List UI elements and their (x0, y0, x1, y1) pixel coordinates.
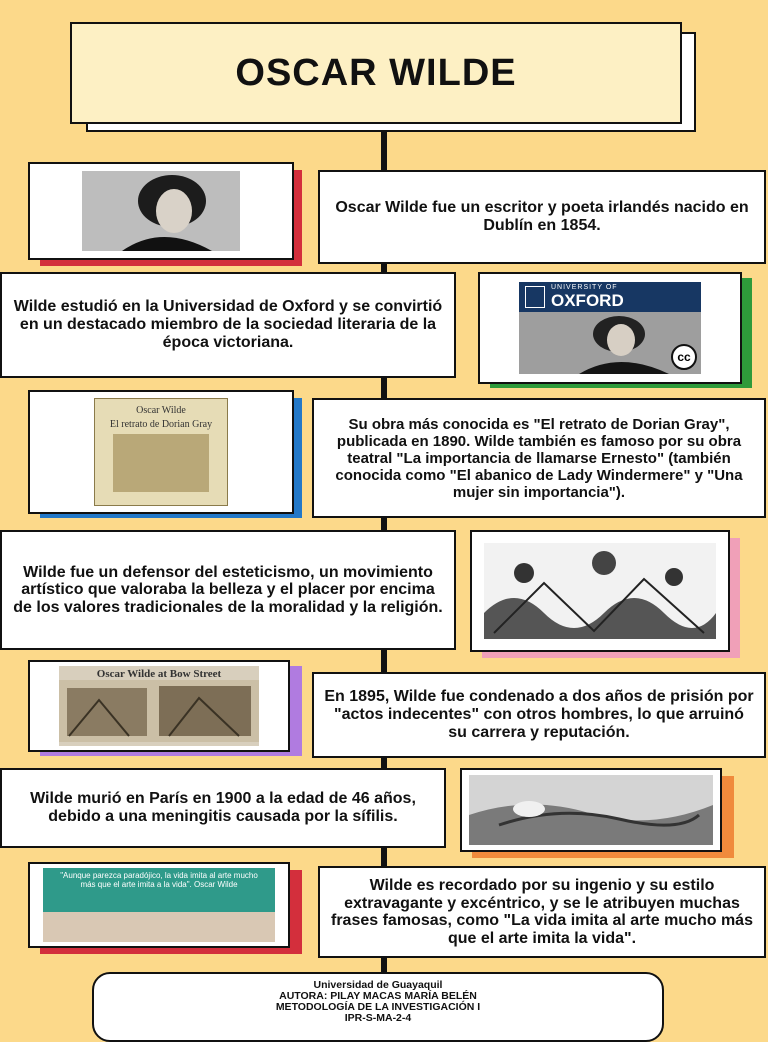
book-cover (94, 398, 228, 506)
book-author: Oscar Wilde (136, 405, 186, 416)
deathbed-photo (469, 775, 713, 845)
bow-street-illustration (59, 666, 259, 746)
book-title: El retrato de Dorian Gray (109, 419, 213, 430)
entry-text-1: Oscar Wilde fue un escritor y poeta irlandés nacido en Dublín en 1854. (318, 170, 766, 264)
image-card-1 (28, 162, 294, 260)
footer-code: IPR-S-MA-2-4 (344, 1012, 412, 1024)
image-card-5 (28, 660, 290, 752)
footer-course: METODOLOGÍA DE LA INVESTIGACIÓN I (275, 1001, 481, 1013)
book-illustration (113, 434, 209, 492)
image-card-2 (478, 272, 742, 384)
cc-icon: cc (671, 344, 697, 370)
entry-text-4: Wilde fue un defensor del esteticismo, un movimiento artístico que valoraba la belleza y el placer por encima de los valores tradicionales de la moralidad y la religión. (0, 530, 456, 650)
footer-university: Universidad de Guayaquil (313, 979, 443, 991)
image-card-6 (460, 768, 722, 852)
image-card-3 (28, 390, 294, 514)
oxford-photo (519, 282, 701, 374)
crest-icon (525, 286, 545, 308)
image-card-4 (470, 530, 730, 652)
title-card (70, 22, 682, 124)
entry-text-7: Wilde es recordado por su ingenio y su estilo extravagante y excéntrico, y se le atribuyen muchas frases famosas, como "La vida imita al arte mucho más que el arte imita la vida". (318, 866, 766, 958)
entry-text-3: Su obra más conocida es "El retrato de Dorian Gray", publicada en 1890. Wilde también es famoso por su obra teatral "La importancia de llamarse Ernesto" (también conocida como "El abanico de Lady Windermere" y "Una mujer sin importancia"). (312, 398, 766, 518)
footer-credits (92, 972, 664, 1042)
oxford-small-label: UNIVERSITY OF (551, 283, 618, 291)
oxford-big-label: OXFORD (551, 290, 624, 310)
quote-text: "Aunque parezca paradójico, la vida imita al arte mucho más que el arte imita a la vida". Oscar Wilde (43, 868, 275, 912)
portrait-photo (82, 171, 240, 251)
quote-image (43, 868, 275, 942)
image-card-7 (28, 862, 290, 948)
aestheticism-illustration (484, 543, 716, 639)
footer-author: AUTORA: PILAY MACAS MARÍA BELÉN (279, 990, 477, 1002)
bow-street-caption: Oscar Wilde at Bow Street (96, 668, 222, 680)
entry-text-5: En 1895, Wilde fue condenado a dos años de prisión por "actos indecentes" con otros hombres, lo que arruinó su carrera y reputación. (312, 672, 766, 758)
entry-text-2: Wilde estudió en la Universidad de Oxford y se convirtió en un destacado miembro de la sociedad literaria de la época victoriana. (0, 272, 456, 378)
quote-paper (43, 912, 275, 942)
page-title: OSCAR WILDE (235, 51, 517, 94)
entry-text-6: Wilde murió en París en 1900 a la edad de 46 años, debido a una meningitis causada por la sífilis. (0, 768, 446, 848)
